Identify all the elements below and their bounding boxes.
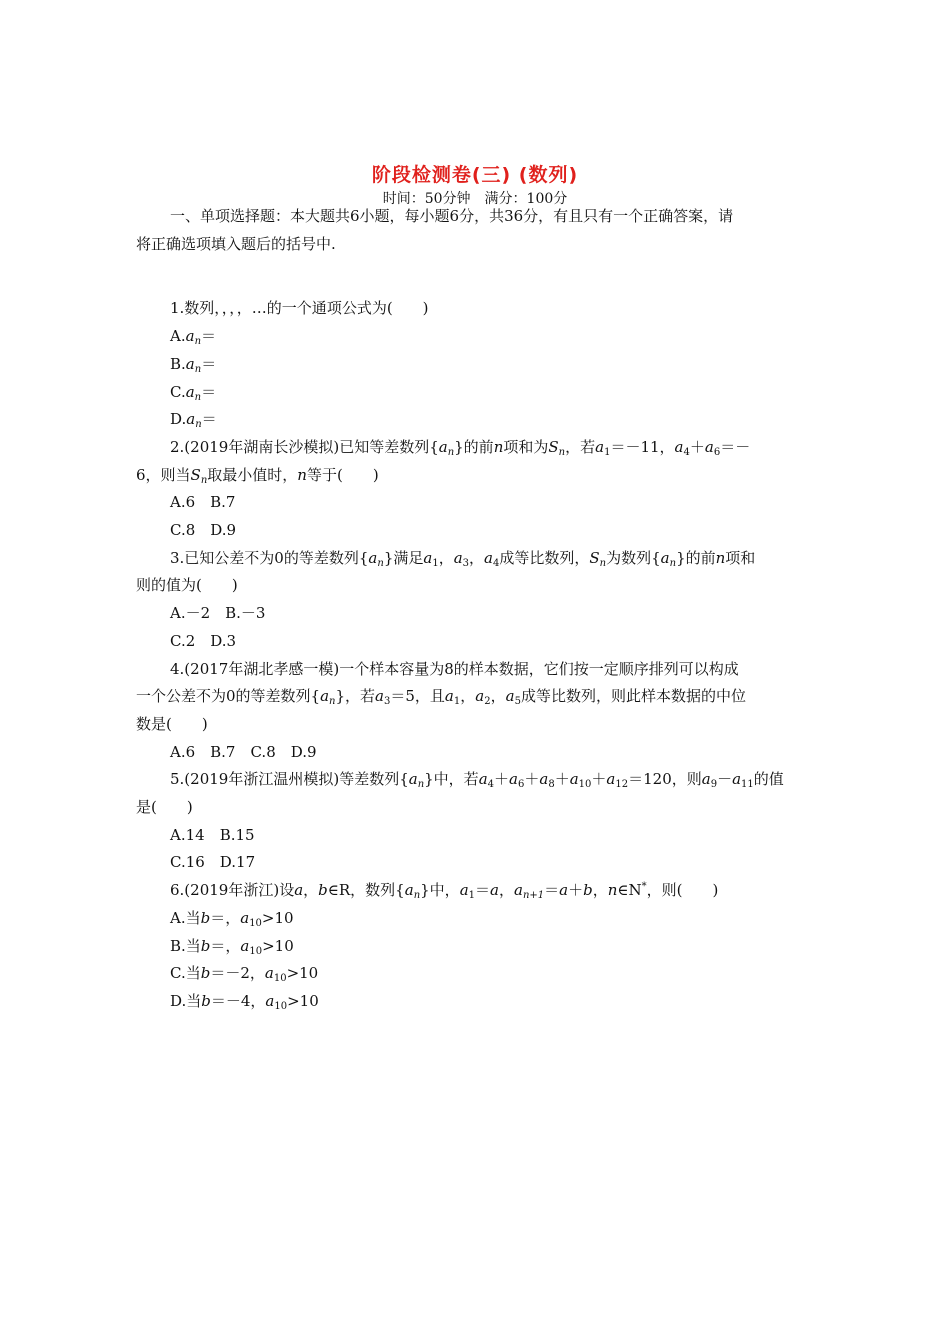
question-6-option-b: B.当b＝，$a_{10}>10$ xyxy=(170,936,294,957)
question-1-option-d: $D.a_n=$ xyxy=(170,410,217,431)
question-6-option-a: A.当b＝，$a_{10}>10$ xyxy=(170,908,294,929)
spacer xyxy=(136,258,816,295)
question-6-option-c: C.当b＝－2，$a_{10}>10$ xyxy=(170,964,319,985)
exam-content xyxy=(136,203,816,1016)
time-score-info: 时间：50分钟 满分：100分 xyxy=(382,191,568,207)
question-5-stem-line2: 是( ) xyxy=(136,798,193,817)
question-1-option-c: $C.a_n=$ xyxy=(170,382,217,403)
question-4-options: A.6 B.7 C.8 D.9 xyxy=(170,742,317,761)
question-3-options-row1: A.－2 B.－3 xyxy=(170,604,266,623)
question-3-stem-line1: 3.已知公差不为0的等差数列$\{a_n\}$满足$a_1$，$a_3$，$a_4$成等比数列，$S_n$为数列$\{a_n\}$的前n项和 xyxy=(170,548,756,569)
question-1-stem: 1.数列，，，，…的一个通项公式为( ) xyxy=(170,299,429,318)
question-2-options-row1: A.6 B.7 xyxy=(170,493,236,512)
question-1-option-a: $A.a_n=$ xyxy=(170,327,217,348)
question-2-stem-line1: 2.(2019年湖南长沙模拟)已知等差数列$\{a_n\}$的前n项和为$S_n$，若$a_1=-11$，$a_4+a_6=-$ xyxy=(170,437,751,458)
question-4-stem-line2: 一个公差不为0的等差数列$\{a_n\}$，若$a_3=5$，且$a_1$，$a_2$，$a_5$成等比数列，则此样本数据的中位 xyxy=(136,687,746,708)
page-title: 阶段检测卷(三) (数列) xyxy=(371,164,579,186)
section-instructions-line2: 将正确选项填入题后的括号中. xyxy=(136,234,336,253)
section-instructions-line1: 一、单项选择题：本大题共6小题，每小题6分，共36分，有且只有一个正确答案，请 xyxy=(170,207,734,225)
question-3-options-row2: C.2 D.3 xyxy=(170,631,237,650)
question-5-options-row1: A.14 B.15 xyxy=(170,825,255,844)
question-5-options-row2: C.16 D.17 xyxy=(170,853,256,872)
question-2-stem-line2: 6，则当$S_n$取最小值时，n等于( ) xyxy=(136,465,379,486)
question-3-stem-line2: 则的值为( ) xyxy=(136,576,238,595)
question-4-stem-line3: 数是( ) xyxy=(136,714,208,733)
question-5-stem-line1: 5.(2019年浙江温州模拟)等差数列$\{a_n\}$中，若$a_4+a_6+a_8+a_{10}+a_{12}=120$，则$a_9-a_{11}$的值 xyxy=(170,770,784,791)
question-6-option-d: D.当b＝－4，$a_{10}>10$ xyxy=(170,991,319,1012)
question-4-stem-line1: 4.(2017年湖北孝感一模)一个样本容量为8的样本数据，它们按一定顺序排列可以构成 xyxy=(170,659,739,678)
question-1-option-b: $B.a_n=$ xyxy=(170,354,217,375)
question-6-stem: 6.(2019年浙江)设a，b∈R，数列$\{a_n\}$中，$a_1=a$，$a_{n+1}=a+b$，n∈N*，则( ) xyxy=(170,881,719,902)
question-2-options-row2: C.8 D.9 xyxy=(170,521,237,540)
